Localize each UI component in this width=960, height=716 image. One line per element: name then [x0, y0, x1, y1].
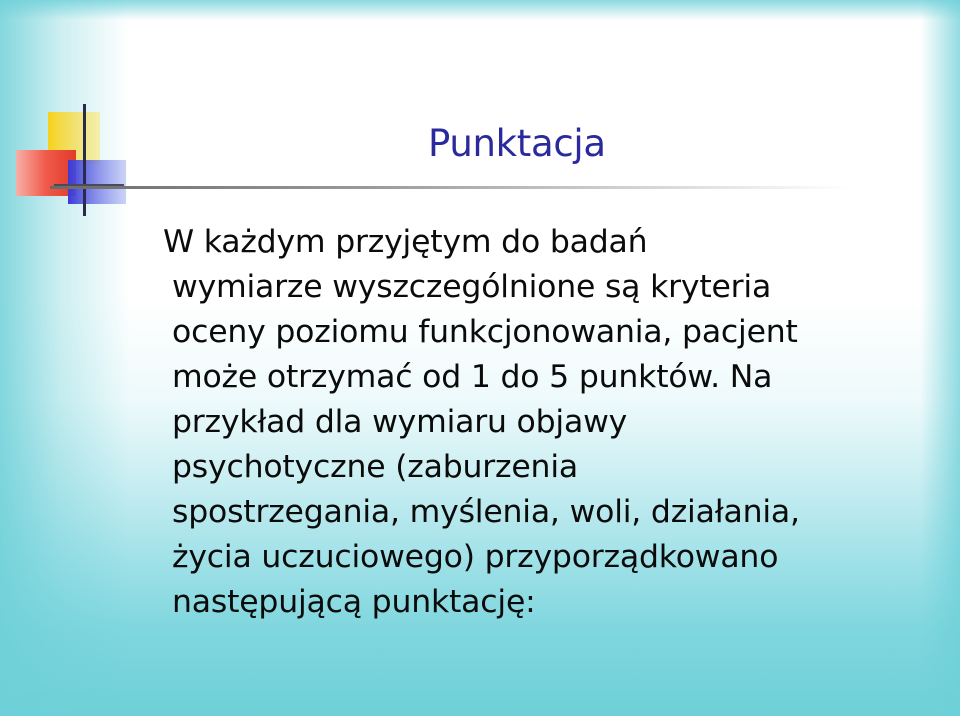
body-line: spostrzegania, myślenia, woli, działania, — [172, 494, 800, 530]
body-line: oceny poziomu funkcjonowania, pacjent — [172, 314, 798, 350]
logo-blue-square — [68, 160, 126, 204]
logo-vertical-bar — [83, 104, 86, 216]
body-line: przykład dla wymiaru objawy — [172, 404, 628, 440]
logo-red-square — [16, 150, 76, 196]
top-gradient-band — [0, 0, 960, 20]
body-line: życia uczuciowego) przyporządkowano — [172, 539, 779, 575]
body-line: może otrzymać od 1 do 5 punktów. Na — [172, 359, 773, 395]
body-line: następującą punktację: — [172, 584, 536, 620]
body-line: wymiarze wyszczególnione są kryteria — [172, 269, 772, 305]
decorative-squares-logo — [14, 104, 144, 216]
body-line: W każdym przyjętym do badań — [163, 224, 648, 260]
slide-title: Punktacja — [428, 122, 606, 165]
title-divider-line — [50, 186, 850, 189]
slide-body-text — [163, 220, 942, 625]
body-line: psychotyczne (zaburzenia — [172, 449, 578, 485]
